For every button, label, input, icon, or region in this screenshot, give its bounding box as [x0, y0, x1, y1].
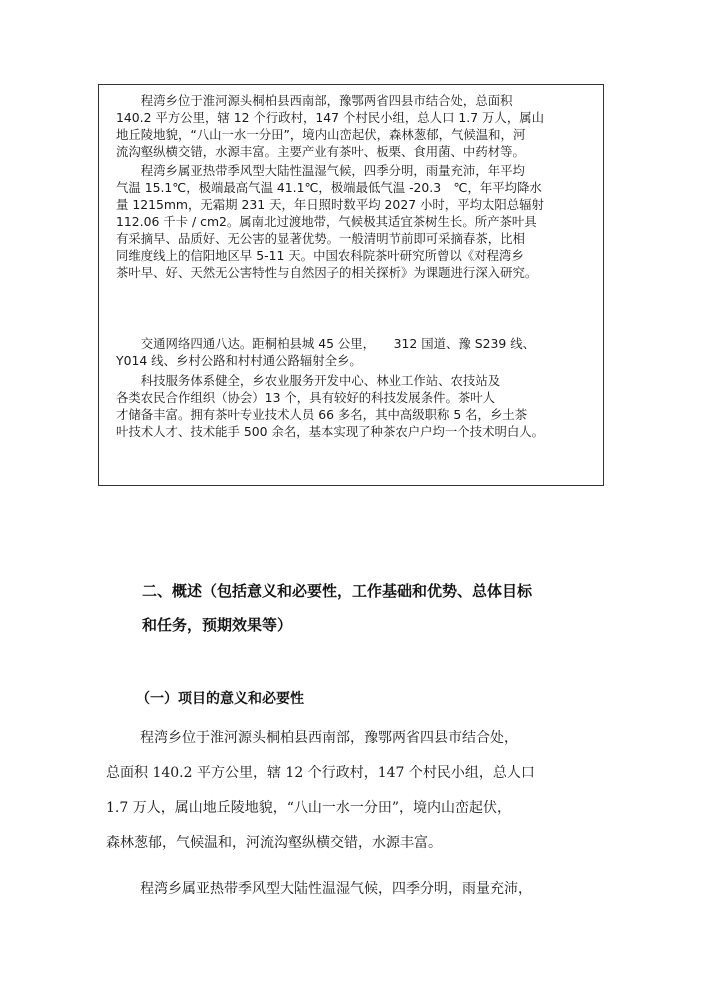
box-line: 科技服务体系健全，乡农业服务开发中心、林业工作站、农技站及 — [116, 373, 501, 388]
box-line: 程湾乡位于淮河源头桐柏县西南部，豫鄂两省四县市结合处，总面积 — [116, 93, 513, 108]
body-line: 程湾乡位于淮河源头桐柏县西南部，豫鄂两省四县市结合处， — [140, 730, 518, 746]
body-line: 森林葱郁，气候温和，河流沟壑纵横交错，水源丰富。 — [106, 835, 442, 851]
body-line: 1.7 万人，属山地丘陵地貌，“八山一水一分田”，境内山峦起伏， — [106, 800, 512, 816]
box-line: 112.06 千卡 / cm2。属南北过渡地带，气候极其适宜茶树生长。所产茶叶具 — [116, 214, 537, 229]
box-line: 地丘陵地貌，“八山一水一分田”，境内山峦起伏，森林葱郁，气候温和，河 — [116, 127, 526, 142]
box-line: 各类农民合作组织（协会）13 个，具有较好的科技发展条件。茶叶人 — [116, 390, 496, 405]
box-line: 有采摘早、品质好、无公害的显著优势。一般清明节前即可采摘春茶，比相 — [116, 231, 525, 246]
section-heading-continued: 和任务，预期效果等） — [142, 616, 293, 634]
box-line: 茶叶早、好、天然无公害特性与自然因子的相关探析》为课题进行深入研究。 — [116, 265, 538, 280]
box-line: 流沟壑纵横交错，水源丰富。主要产业有茶叶、板栗、食用菌、中药材等。 — [116, 144, 525, 159]
box-line: Y014 线、乡村公路和村村通公路辐射全乡。 — [116, 353, 362, 368]
box-line: 才储备丰富。拥有茶叶专业技术人员 66 多名，其中高级职称 5 名，乡土茶 — [116, 407, 528, 422]
box-line: 气温 15.1℃，极端最高气温 41.1℃，极端最低气温 -20.3 ℃，年平均降水 — [116, 180, 542, 195]
box-line: 同维度线上的信阳地区早 5-11 天。中国农科院茶叶研究所曾以《对程湾乡 — [116, 248, 524, 263]
body-line: 总面积 140.2 平方公里，辖 12 个行政村，147 个村民小组，总人口 — [106, 765, 535, 781]
box-line: 交通网络四通八达。距桐柏县城 45 公里， 312 国道、豫 S239 线、 — [116, 336, 535, 351]
subsection-heading: （一）项目的意义和必要性 — [136, 691, 304, 707]
box-line: 140.2 平方公里，辖 12 个行政村，147 个村民小组，总人口 1.7 万人，属山 — [116, 110, 544, 125]
box-line: 叶技术人才、技术能手 500 余名，基本实现了种茶农户户均一个技术明白人。 — [116, 424, 545, 439]
section-heading: 二、概述（包括意义和必要性，工作基础和优势、总体目标 — [142, 582, 533, 600]
body-line: 程湾乡属亚热带季风型大陆性温湿气候，四季分明，雨量充沛， — [140, 881, 532, 897]
box-line: 量 1215mm，无霜期 231 天，年日照时数平均 2027 小时，平均太阳总辐射 — [116, 197, 544, 212]
box-line: 程湾乡属亚热带季风型大陆性温湿气候，四季分明，雨量充沛，年平均 — [116, 163, 525, 178]
